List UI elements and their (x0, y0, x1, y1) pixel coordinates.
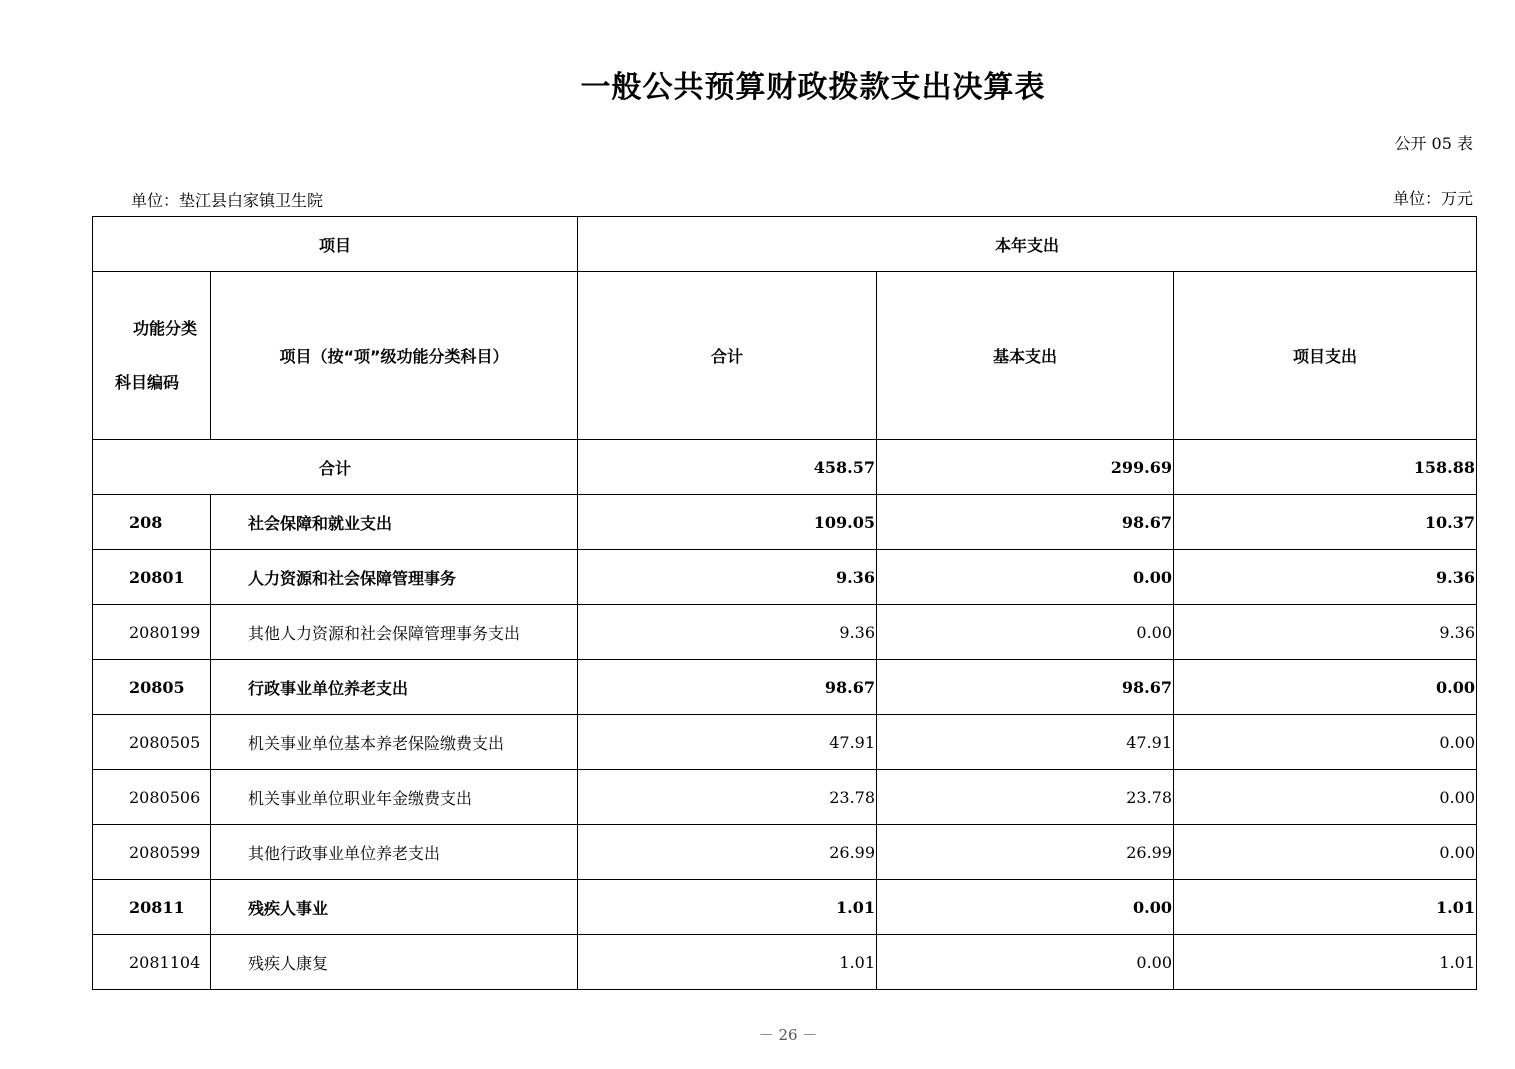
header-code-line2: 科目编码 (115, 372, 180, 392)
row-name: 机关事业单位职业年金缴费支出 (211, 770, 578, 825)
table-row (93, 770, 1477, 825)
row-project: 10.37 (1174, 495, 1477, 550)
row-total: 9.36 (578, 605, 877, 660)
header-total: 合计 (578, 272, 877, 440)
row-name: 机关事业单位基本养老保险缴费支出 (211, 715, 578, 770)
row-name: 行政事业单位养老支出 (211, 660, 578, 715)
total-project: 158.88 (1174, 440, 1477, 495)
row-total: 98.67 (578, 660, 877, 715)
table-row (93, 660, 1477, 715)
row-code: 20805 (93, 660, 211, 715)
table-row (93, 605, 1477, 660)
row-project: 0.00 (1174, 770, 1477, 825)
unit-organization: 单位：垫江县白家镇卫生院 (131, 191, 324, 210)
row-project: 9.36 (1174, 605, 1477, 660)
row-basic: 98.67 (877, 495, 1174, 550)
row-code: 20811 (93, 880, 211, 935)
row-name: 其他人力资源和社会保障管理事务支出 (211, 605, 578, 660)
table-row (93, 715, 1477, 770)
table-row (93, 935, 1477, 990)
table-row (93, 880, 1477, 935)
row-name: 人力资源和社会保障管理事务 (211, 550, 578, 605)
total-basic: 299.69 (877, 440, 1174, 495)
header-project: 项目支出 (1174, 272, 1477, 440)
header-item: 项目 (93, 217, 578, 272)
table-row (93, 825, 1477, 880)
header-row-1 (93, 217, 1477, 272)
row-basic: 0.00 (877, 880, 1174, 935)
row-code: 2080505 (93, 715, 211, 770)
total-label: 合计 (93, 440, 578, 495)
total-row (93, 440, 1477, 495)
row-name: 残疾人康复 (211, 935, 578, 990)
row-code: 208 (93, 495, 211, 550)
header-basic: 基本支出 (877, 272, 1174, 440)
unit-currency: 单位：万元 (1392, 189, 1473, 208)
header-row-2 (93, 272, 1477, 440)
form-code: 公开 05 表 (1394, 134, 1473, 153)
row-project: 1.01 (1174, 880, 1477, 935)
row-total: 9.36 (578, 550, 877, 605)
row-code: 2080599 (93, 825, 211, 880)
row-code: 2080506 (93, 770, 211, 825)
page-title: 一般公共预算财政拨款支出决算表 (580, 70, 1046, 105)
row-total: 1.01 (578, 880, 877, 935)
row-code: 2080199 (93, 605, 211, 660)
row-basic: 23.78 (877, 770, 1174, 825)
row-total: 26.99 (578, 825, 877, 880)
row-basic: 47.91 (877, 715, 1174, 770)
row-total: 23.78 (578, 770, 877, 825)
row-total: 109.05 (578, 495, 877, 550)
row-name: 其他行政事业单位养老支出 (211, 825, 578, 880)
row-total: 47.91 (578, 715, 877, 770)
page-number: － 26 － (758, 1026, 818, 1044)
table-row (93, 495, 1477, 550)
expenditure-table (92, 216, 1477, 990)
row-basic: 0.00 (877, 605, 1174, 660)
row-basic: 98.67 (877, 660, 1174, 715)
total-amount: 458.57 (578, 440, 877, 495)
row-project: 0.00 (1174, 825, 1477, 880)
row-project: 0.00 (1174, 715, 1477, 770)
row-project: 1.01 (1174, 935, 1477, 990)
header-code-cell (93, 272, 211, 440)
row-code: 2081104 (93, 935, 211, 990)
row-name: 社会保障和就业支出 (211, 495, 578, 550)
header-code-line1: 功能分类 (133, 318, 198, 338)
table-row (93, 550, 1477, 605)
row-project: 9.36 (1174, 550, 1477, 605)
header-current-year: 本年支出 (578, 217, 1477, 272)
row-total: 1.01 (578, 935, 877, 990)
row-name: 残疾人事业 (211, 880, 578, 935)
row-basic: 0.00 (877, 550, 1174, 605)
row-basic: 26.99 (877, 825, 1174, 880)
header-item-name: 项目（按“项”级功能分类科目） (211, 272, 578, 440)
row-project: 0.00 (1174, 660, 1477, 715)
row-basic: 0.00 (877, 935, 1174, 990)
row-code: 20801 (93, 550, 211, 605)
